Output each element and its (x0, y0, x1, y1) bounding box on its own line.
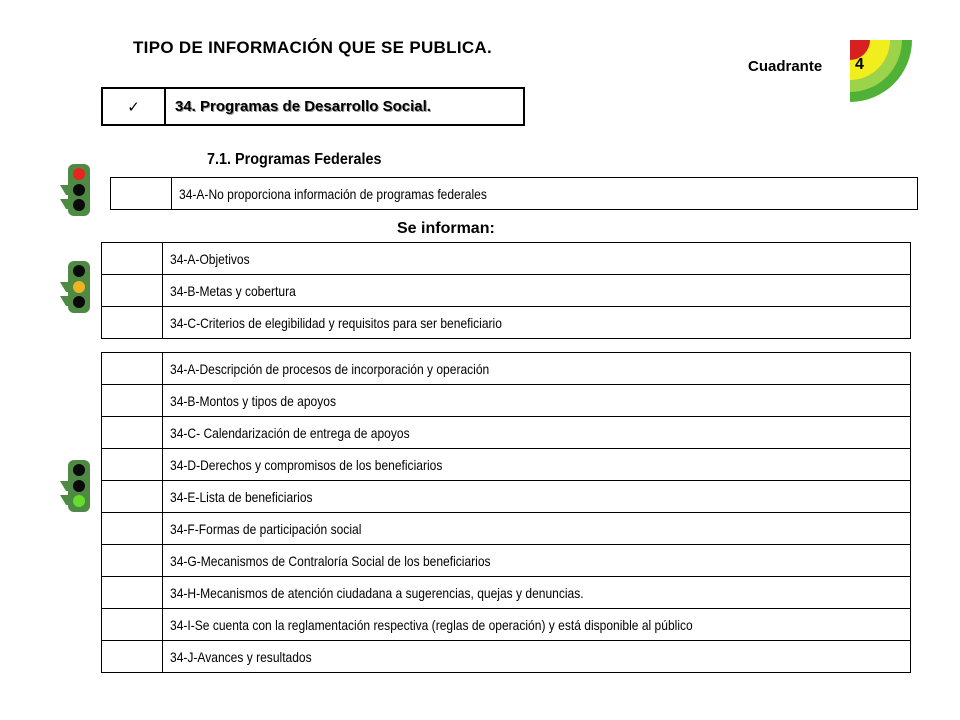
row-label: 34-A-No proporciona información de programas federales (172, 178, 918, 210)
row-label: 34-I-Se cuenta con la reglamentación respectiva (reglas de operación) y está disponible al público (163, 609, 911, 641)
row-label: 34-G-Mecanismos de Contraloría Social de los beneficiarios (163, 545, 911, 577)
row-label: 34-J-Avances y resultados (163, 641, 911, 673)
check-cell (102, 275, 163, 307)
check-cell (111, 178, 172, 210)
table-row (102, 641, 911, 673)
check-cell (102, 609, 163, 641)
check-cell (102, 545, 163, 577)
row-label: 34-B-Montos y tipos de apoyos (163, 385, 911, 417)
check-cell (102, 353, 163, 385)
yellow-group-table (101, 242, 911, 339)
row-label: 34-C-Criterios de elegibilidad y requisitos para ser beneficiario (163, 307, 911, 339)
page-title: TIPO DE INFORMACIÓN QUE SE PUBLICA. (133, 38, 493, 57)
traffic-light-yellow-icon (56, 260, 88, 314)
check-cell (102, 577, 163, 609)
green-group-table (101, 352, 911, 673)
cuadrante-label: Cuadrante (748, 58, 823, 75)
section-box (101, 87, 525, 126)
table-row (102, 449, 911, 481)
red-group-table (110, 177, 918, 210)
table-row (102, 385, 911, 417)
table-row (102, 307, 911, 339)
table-row (102, 545, 911, 577)
row-label: 34-A-Objetivos (163, 243, 911, 275)
check-cell (102, 449, 163, 481)
row-label: 34-B-Metas y cobertura (163, 275, 911, 307)
table-row (102, 243, 911, 275)
check-cell (102, 481, 163, 513)
table-row (102, 513, 911, 545)
row-label: 34-H-Mecanismos de atención ciudadana a sugerencias, quejas y denuncias. (163, 577, 911, 609)
check-cell (102, 385, 163, 417)
row-label: 34-E-Lista de beneficiarios (163, 481, 911, 513)
check-cell (102, 417, 163, 449)
check-cell (102, 641, 163, 673)
check-cell (102, 243, 163, 275)
table-row (102, 275, 911, 307)
row-label: 34-C- Calendarización de entrega de apoyos (163, 417, 911, 449)
informan-label: Se informan: (397, 220, 495, 237)
section-label: 34. Programas de Desarrollo Social. (175, 98, 431, 115)
check-cell (102, 513, 163, 545)
table-row (102, 577, 911, 609)
subtitle: 7.1. Programas Federales (207, 151, 382, 168)
table-row (102, 353, 911, 385)
row-label: 34-F-Formas de participación social (163, 513, 911, 545)
row-label: 34-D-Derechos y compromisos de los beneficiarios (163, 449, 911, 481)
traffic-light-red-icon (56, 163, 88, 217)
check-icon: ✓ (103, 89, 166, 124)
table-row (102, 417, 911, 449)
cuadrante-number: 4 (855, 56, 864, 73)
row-label: 34-A-Descripción de procesos de incorporación y operación (163, 353, 911, 385)
check-cell (102, 307, 163, 339)
table-row (102, 609, 911, 641)
table-row (111, 178, 918, 210)
traffic-light-green-icon (56, 459, 88, 513)
table-row (102, 481, 911, 513)
